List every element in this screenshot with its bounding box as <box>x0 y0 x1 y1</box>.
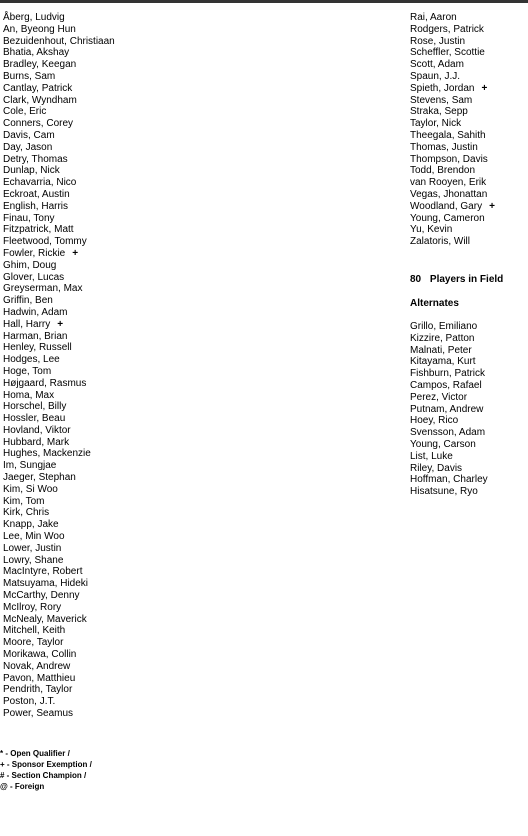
player-name: Detry, Thomas <box>3 153 68 165</box>
player-row <box>3 448 193 460</box>
player-row <box>3 484 193 496</box>
player-row <box>3 390 193 402</box>
player-name: Hovland, Viktor <box>3 424 71 436</box>
player-row <box>410 24 528 36</box>
player-row <box>410 189 528 201</box>
player-row <box>3 708 193 720</box>
player-row <box>3 366 193 378</box>
field-list-right <box>410 12 528 248</box>
player-row <box>3 507 193 519</box>
player-name: Hadwin, Adam <box>3 306 68 318</box>
player-row <box>410 59 528 71</box>
alternate-row: List, Luke <box>410 450 453 462</box>
player-name: Kim, Si Woo <box>3 483 58 495</box>
player-row <box>3 95 193 107</box>
player-name: Thomas, Justin <box>410 141 478 153</box>
alternate-row: Riley, Davis <box>410 462 463 474</box>
player-name: McIlroy, Rory <box>3 601 62 613</box>
player-name: Burns, Sam <box>3 70 56 82</box>
player-row <box>3 12 193 24</box>
player-name: Im, Sungjae <box>3 460 57 472</box>
player-name: Spieth, Jordan <box>410 82 475 94</box>
alternate-row: Hoey, Rico <box>410 415 459 427</box>
player-name: Morikawa, Collin <box>3 649 77 661</box>
player-mark: + <box>72 247 79 259</box>
player-name: McNealy, Maverick <box>3 613 87 625</box>
legend-foreign: @ - Foreign <box>0 782 45 791</box>
player-row <box>410 106 528 118</box>
player-row <box>3 531 193 543</box>
player-row <box>3 331 193 343</box>
player-name: Poston, J.T. <box>3 696 56 708</box>
player-row <box>3 602 193 614</box>
player-name: Pendrith, Taylor <box>3 684 73 696</box>
player-row <box>410 36 528 48</box>
player-name: Theegala, Sahith <box>410 129 486 141</box>
player-row <box>3 307 193 319</box>
player-name: Lower, Justin <box>3 542 62 554</box>
player-name: Horschel, Billy <box>3 401 67 413</box>
alternates-heading: Alternates <box>410 298 459 309</box>
player-row <box>410 142 528 154</box>
player-row <box>410 154 528 166</box>
player-name: Cole, Eric <box>3 106 47 118</box>
player-name: Stevens, Sam <box>410 94 473 106</box>
player-name: Eckroat, Austin <box>3 188 70 200</box>
player-name: Glover, Lucas <box>3 271 65 283</box>
player-row <box>3 83 193 95</box>
player-row <box>3 177 193 189</box>
player-row <box>3 165 193 177</box>
player-row <box>3 578 193 590</box>
alternate-row: Hoffman, Charley <box>410 474 488 486</box>
player-row <box>410 95 528 107</box>
field-list-left <box>3 12 193 720</box>
player-row <box>3 673 193 685</box>
player-row <box>3 401 193 413</box>
alternate-row: Fishburn, Patrick <box>410 368 486 380</box>
player-name: van Rooyen, Erik <box>410 177 487 189</box>
player-row <box>3 566 193 578</box>
player-row <box>3 342 193 354</box>
alternate-row: Putnam, Andrew <box>410 403 484 415</box>
player-name: Ghim, Doug <box>3 259 57 271</box>
player-row <box>3 684 193 696</box>
player-row <box>3 555 193 567</box>
player-name: Vegas, Jhonattan <box>410 188 488 200</box>
player-row <box>410 177 528 189</box>
player-name: Dunlap, Nick <box>3 165 60 177</box>
player-row <box>410 118 528 130</box>
player-row <box>410 201 528 213</box>
player-name: Kim, Tom <box>3 495 45 507</box>
player-row <box>410 130 528 142</box>
player-name: Hall, Harry <box>3 318 51 330</box>
player-mark: + <box>481 82 488 94</box>
player-row <box>3 71 193 83</box>
player-name: Lee, Min Woo <box>3 531 65 543</box>
player-row <box>3 24 193 36</box>
player-name: Yu, Kevin <box>410 224 453 236</box>
player-name: Fowler, Rickie <box>3 247 66 259</box>
player-mark: + <box>57 318 64 330</box>
player-row <box>410 83 528 95</box>
player-row <box>3 236 193 248</box>
player-name: Taylor, Nick <box>410 118 462 130</box>
player-row <box>3 354 193 366</box>
player-row <box>410 165 528 177</box>
player-row <box>3 130 193 142</box>
player-row <box>3 425 193 437</box>
player-row <box>3 319 193 331</box>
player-row <box>3 543 193 555</box>
player-row <box>410 71 528 83</box>
player-name: Finau, Tony <box>3 212 55 224</box>
player-name: Conners, Corey <box>3 118 74 130</box>
player-name: Matsuyama, Hideki <box>3 578 89 590</box>
players-count: 80 <box>410 274 422 285</box>
player-name: Young, Cameron <box>410 212 485 224</box>
player-row <box>3 201 193 213</box>
legend <box>0 748 92 792</box>
player-name: Rai, Aaron <box>410 12 457 23</box>
legend-sponsor-exemption: + - Sponsor Exemption / <box>0 760 92 769</box>
player-name: Rodgers, Patrick <box>410 23 484 35</box>
player-row <box>3 614 193 626</box>
player-name: Thompson, Davis <box>410 153 488 165</box>
player-row <box>3 696 193 708</box>
player-name: Griffin, Ben <box>3 295 53 307</box>
player-name: Zalatoris, Will <box>410 236 471 248</box>
player-name: Højgaard, Rasmus <box>3 377 87 389</box>
player-row <box>3 106 193 118</box>
player-name: Kirk, Chris <box>3 507 50 519</box>
alternate-row: Hisatsune, Ryo <box>410 486 478 498</box>
player-row <box>3 661 193 673</box>
player-name: Cantlay, Patrick <box>3 82 73 94</box>
player-name: Todd, Brendon <box>410 165 476 177</box>
player-row <box>3 154 193 166</box>
player-row <box>410 236 528 248</box>
players-in-field-summary <box>410 274 503 285</box>
player-name: Homa, Max <box>3 389 55 401</box>
player-row <box>3 118 193 130</box>
player-row <box>3 213 193 225</box>
player-row <box>3 437 193 449</box>
player-row <box>3 649 193 661</box>
player-name: Bhatia, Akshay <box>3 47 70 59</box>
player-row <box>3 472 193 484</box>
player-name: Woodland, Gary <box>410 200 483 212</box>
player-row <box>410 47 528 59</box>
player-name: Hubbard, Mark <box>3 436 70 448</box>
player-name: Bradley, Keegan <box>3 59 77 71</box>
player-name: Hughes, Mackenzie <box>3 448 91 460</box>
player-row <box>410 224 528 236</box>
player-name: Bezuidenhout, Christiaan <box>3 35 115 47</box>
player-name: Knapp, Jake <box>3 519 59 531</box>
player-row <box>410 213 528 225</box>
player-row <box>3 413 193 425</box>
player-name: Pavon, Matthieu <box>3 672 76 684</box>
player-row <box>3 248 193 260</box>
top-rule <box>0 0 528 3</box>
player-row <box>3 295 193 307</box>
player-row <box>3 189 193 201</box>
player-row <box>3 637 193 649</box>
player-name: Henley, Russell <box>3 342 72 354</box>
player-row <box>3 260 193 272</box>
player-row <box>3 224 193 236</box>
alternate-row: Perez, Victor <box>410 391 468 403</box>
player-name: MacIntyre, Robert <box>3 566 83 578</box>
alternate-row: Kizzire, Patton <box>410 332 475 344</box>
player-name: Hossler, Beau <box>3 413 66 425</box>
player-name: Clark, Wyndham <box>3 94 77 106</box>
player-name: English, Harris <box>3 200 69 212</box>
alternates-list <box>410 321 528 498</box>
player-name: Echavarria, Nico <box>3 177 77 189</box>
player-name: An, Byeong Hun <box>3 23 76 35</box>
player-row <box>3 519 193 531</box>
alternate-row: Grillo, Emiliano <box>410 321 478 332</box>
legend-open-qualifier: * - Open Qualifier / <box>0 749 70 758</box>
player-name: Spaun, J.J. <box>410 70 461 82</box>
player-name: Day, Jason <box>3 141 53 153</box>
player-row <box>3 625 193 637</box>
player-row <box>3 142 193 154</box>
player-row <box>3 496 193 508</box>
alternate-row: Campos, Rafael <box>410 379 482 391</box>
player-name: Hoge, Tom <box>3 365 52 377</box>
player-name: Novak, Andrew <box>3 660 71 672</box>
alternate-row: Svensson, Adam <box>410 427 486 439</box>
player-name: Moore, Taylor <box>3 637 64 649</box>
players-count-label: Players in Field <box>429 274 504 285</box>
player-name: McCarthy, Denny <box>3 590 80 602</box>
alternate-row: Kitayama, Kurt <box>410 356 476 368</box>
player-name: Davis, Cam <box>3 129 55 141</box>
player-row <box>3 283 193 295</box>
player-name: Rose, Justin <box>410 35 466 47</box>
player-name: Jaeger, Stephan <box>3 472 76 484</box>
player-name: Lowry, Shane <box>3 554 64 566</box>
player-name: Power, Seamus <box>3 708 74 720</box>
player-name: Hodges, Lee <box>3 354 60 366</box>
player-name: Fitzpatrick, Matt <box>3 224 74 236</box>
player-name: Greyserman, Max <box>3 283 83 295</box>
legend-section-champion: # - Section Champion / <box>0 771 87 780</box>
player-row <box>3 59 193 71</box>
player-name: Scott, Adam <box>410 59 464 71</box>
player-name: Harman, Brian <box>3 330 68 342</box>
player-row <box>3 47 193 59</box>
player-row <box>3 378 193 390</box>
player-name: Scheffler, Scottie <box>410 47 485 59</box>
player-mark: + <box>489 200 495 212</box>
player-row <box>3 36 193 48</box>
player-row <box>3 590 193 602</box>
alternate-row: Young, Carson <box>410 438 476 450</box>
player-name: Mitchell, Keith <box>3 625 66 637</box>
player-row <box>3 272 193 284</box>
player-name: Fleetwood, Tommy <box>3 236 87 248</box>
player-name: Straka, Sepp <box>410 106 468 118</box>
player-row <box>3 460 193 472</box>
player-row <box>410 12 528 24</box>
alternate-row: Malnati, Peter <box>410 344 472 356</box>
player-name: Åberg, Ludvig <box>3 12 65 23</box>
